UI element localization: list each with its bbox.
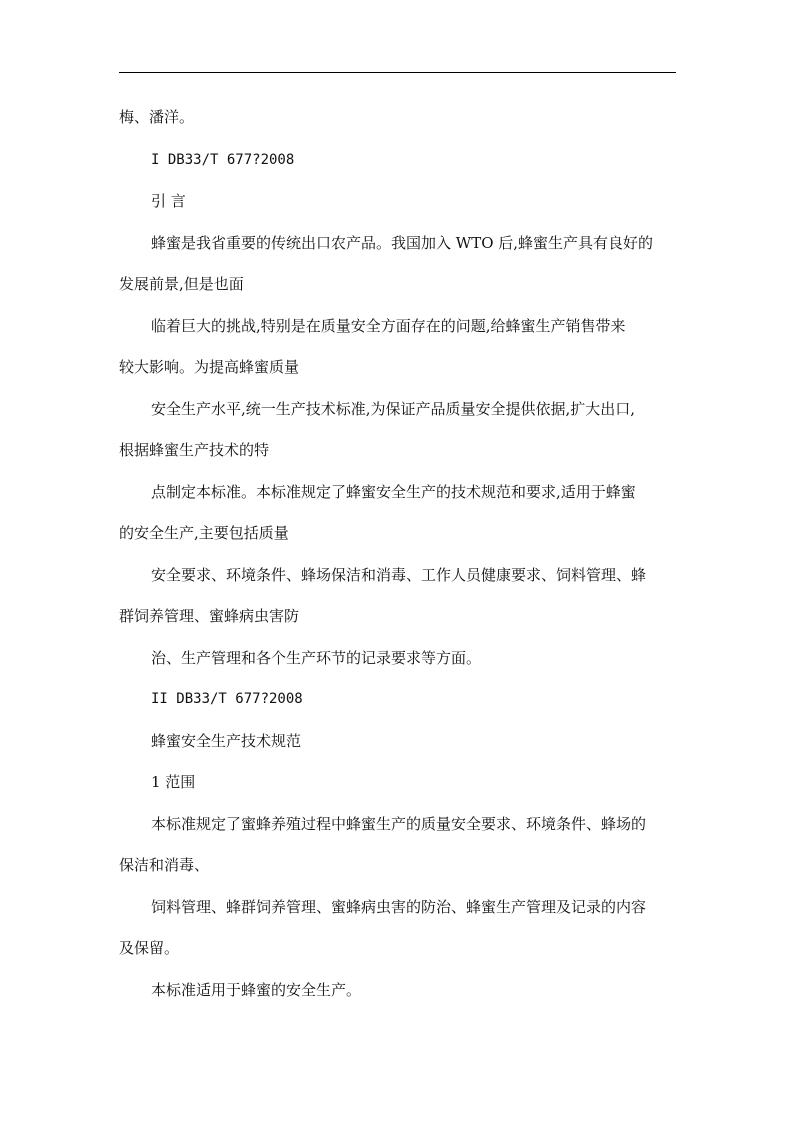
text-line: 安全生产水平,统一生产技术标准,为保证产品质量安全提供依据,扩大出口, — [151, 400, 636, 418]
text-line: 本标准适用于蜂蜜的安全生产。 — [151, 981, 362, 999]
text-line: 饲料管理、蜂群饲养管理、蜜蜂病虫害的防治、蜂蜜生产管理及记录的内容 — [151, 898, 647, 916]
text-line: 治、生产管理和各个生产环节的记录要求等方面。 — [151, 649, 482, 667]
text-line: 蜂蜜是我省重要的传统出口农产品。我国加入 WTO 后,蜂蜜生产具有良好的 — [151, 234, 654, 252]
section-heading-intro: 引 言 — [151, 192, 186, 210]
standard-code-line: I DB33/T 677?2008 — [151, 152, 295, 168]
text-line: 安全要求、环境条件、蜂场保洁和消毒、工作人员健康要求、饲料管理、蜂 — [151, 566, 647, 584]
section-heading-scope: 1 范围 — [151, 773, 196, 791]
text-line: 点制定本标准。本标准规定了蜂蜜安全生产的技术规范和要求,适用于蜂蜜 — [151, 483, 636, 501]
text-line: 较大影响。为提高蜂蜜质量 — [119, 358, 300, 376]
header-rule — [119, 72, 676, 73]
text-line: 及保留。 — [119, 939, 180, 957]
text-line: 发展前景,但是也面 — [119, 275, 244, 293]
text-line: 的安全生产,主要包括质量 — [119, 524, 289, 542]
text-line: 梅、潘洋。 — [119, 108, 195, 126]
document-title: 蜂蜜安全生产技术规范 — [151, 732, 302, 750]
text-line: 根据蜂蜜生产技术的特 — [119, 441, 270, 459]
standard-code-line: II DB33/T 677?2008 — [151, 691, 303, 707]
text-line: 临着巨大的挑战,特别是在质量安全方面存在的问题,给蜂蜜生产销售带来 — [151, 317, 626, 335]
text-line: 本标准规定了蜜蜂养殖过程中蜂蜜生产的质量安全要求、环境条件、蜂场的 — [151, 815, 647, 833]
text-line: 保洁和消毒、 — [119, 856, 210, 874]
text-line: 群饲养管理、蜜蜂病虫害防 — [119, 607, 300, 625]
